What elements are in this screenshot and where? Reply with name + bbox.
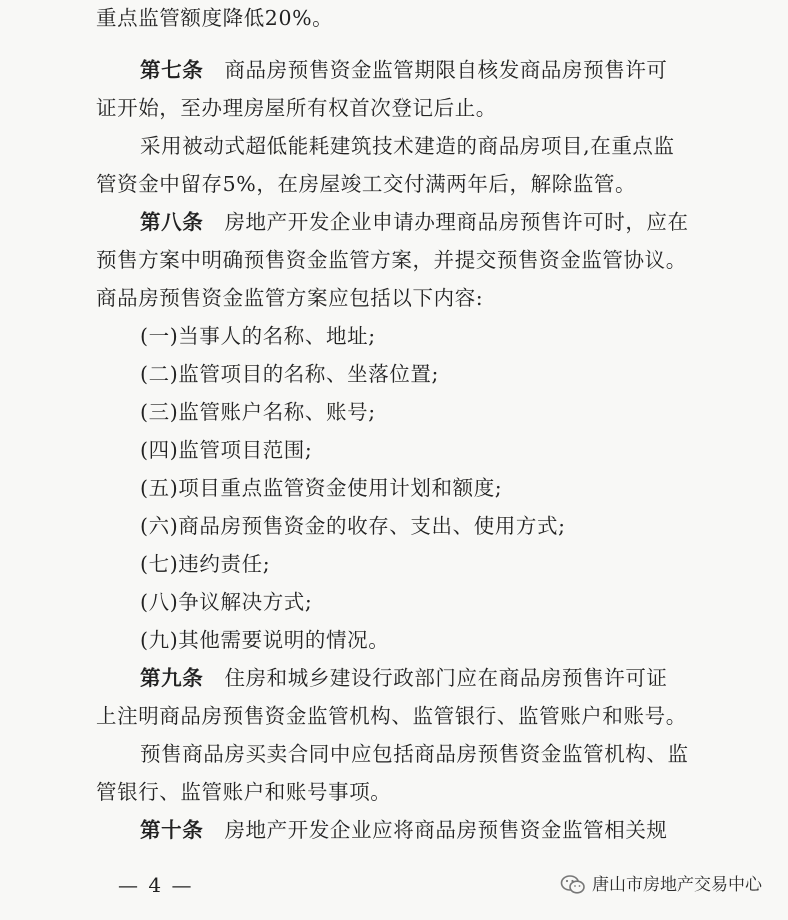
list-item: (七)违约责任; [140, 552, 271, 576]
list-item: (九)其他需要说明的情况。 [140, 628, 390, 652]
text-line: 重点监管额度降低20%。 [96, 6, 334, 30]
list-item: (一)当事人的名称、地址; [140, 324, 376, 348]
list-item: (三)监管账户名称、账号; [140, 400, 376, 424]
list-item: (二)监管项目的名称、坐落位置; [140, 362, 440, 386]
article-10-line: 第十条 房地产开发企业应将商品房预售资金监管相关规 [140, 818, 668, 842]
article-heading: 第七条 [140, 58, 204, 82]
article-9-line: 第九条 住房和城乡建设行政部门应在商品房预售许可证 [140, 666, 668, 690]
list-item: (六)商品房预售资金的收存、支出、使用方式; [140, 514, 566, 538]
watermark [560, 872, 762, 898]
text-line: 管资金中留存5%，在房屋竣工交付满两年后，解除监管。 [96, 172, 637, 196]
wechat-icon [560, 874, 586, 896]
article-7-line: 第七条 商品房预售资金监管期限自核发商品房预售许可 [140, 58, 668, 82]
page-number: — 4 — [118, 873, 194, 897]
text-line: 证开始，至办理房屋所有权首次登记后止。 [96, 96, 497, 120]
text-line: 预售方案中明确预售资金监管方案，并提交预售资金监管协议。 [96, 248, 687, 272]
list-item: (五)项目重点监管资金使用计划和额度; [140, 476, 503, 500]
text-line: 采用被动式超低能耗建筑技术建造的商品房项目,在重点监 [140, 134, 675, 158]
list-item: (四)监管项目范围; [140, 438, 313, 462]
text-line: 上注明商品房预售资金监管机构、监管银行、监管账户和账号。 [96, 704, 687, 728]
text-line: 商品房预售资金监管方案应包括以下内容: [96, 286, 484, 310]
text-line: 管银行、监管账户和账号事项。 [96, 780, 392, 804]
list-item: (八)争议解决方式; [140, 590, 313, 614]
article-heading: 第九条 [140, 666, 204, 690]
article-8-line: 第八条 房地产开发企业申请办理商品房预售许可时，应在 [140, 210, 689, 234]
article-heading: 第十条 [140, 818, 204, 842]
watermark-text: 唐山市房地产交易中心 [592, 875, 762, 895]
text-line: 预售商品房买卖合同中应包括商品房预售资金监管机构、监 [140, 742, 689, 766]
article-heading: 第八条 [140, 210, 204, 234]
